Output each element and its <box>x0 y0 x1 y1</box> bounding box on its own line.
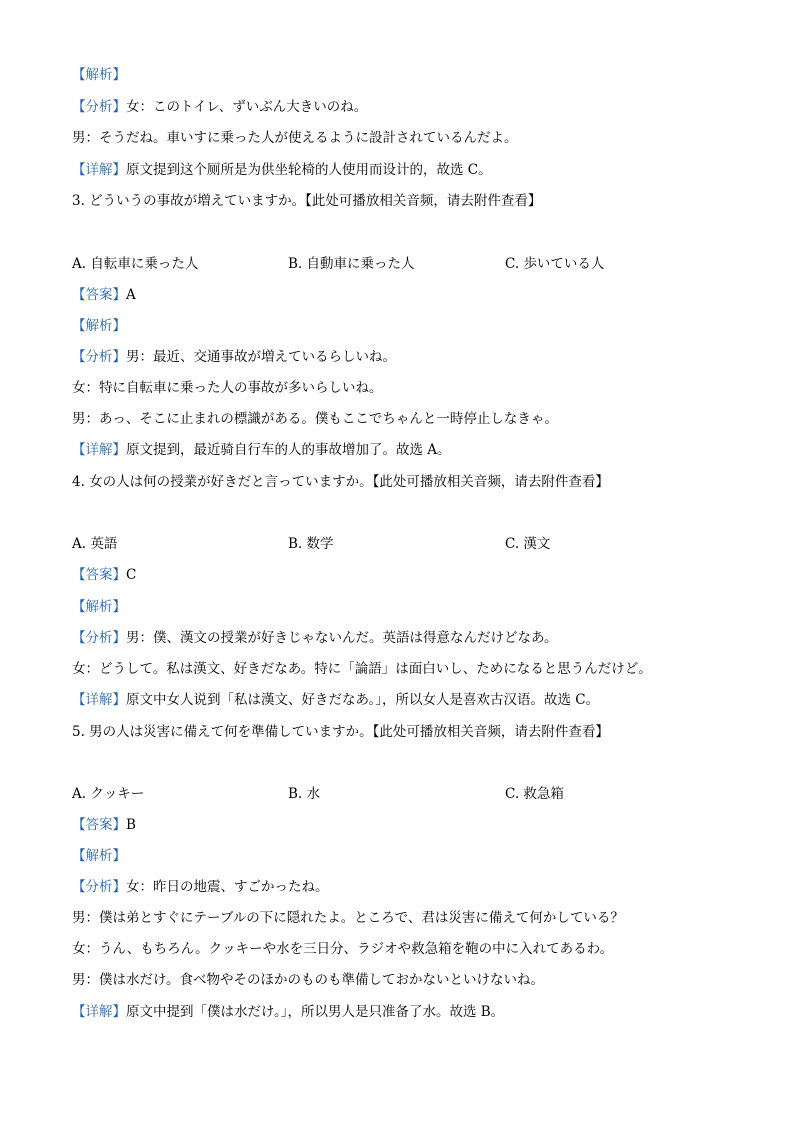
analysis-tag: 【分析】 <box>72 99 126 115</box>
jiexi-tag: 【解析】 <box>72 848 126 864</box>
q5-analysis-line: 男：僕は水だけ。食べ物やそのほかのものも準備しておかないといけないね。 <box>72 972 544 988</box>
q4-analysis-line <box>72 629 557 647</box>
q4-analysis-line: 女：どうして。私は漢文、好きだなあ。特に「論語」は面白いし、ためになると思うんだけど。 <box>72 661 652 677</box>
q3-question: 3. どういうの事故が増えていますか。【此处可播放相关音频，请去附件查看】 <box>72 193 542 209</box>
jiexi-tag: 【解析】 <box>72 318 126 334</box>
q4-option-a: A. 英語 <box>72 536 118 552</box>
q3-option-b: B. 自動車に乗った人 <box>288 256 415 272</box>
q2-analysis-line <box>72 98 367 116</box>
jiexi-tag: 【解析】 <box>72 67 126 83</box>
q5-analysis-line <box>72 878 329 896</box>
q2-detail-line <box>72 161 492 179</box>
answer-value: A <box>126 287 136 303</box>
q3-analysis-line: 男：あっ、そこに止まれの標識がある。僕もここでちゃんと一時停止しなきゃ。 <box>72 411 558 427</box>
q3-detail-line <box>72 441 451 459</box>
q2-analysis-line <box>72 129 518 147</box>
analysis-text: 男：最近、交通事故が増えているらしいね。 <box>126 349 396 365</box>
analysis-tag: 【分析】 <box>72 349 126 365</box>
q4-option-c: C. 漢文 <box>505 536 551 552</box>
detail-text: 原文提到，最近骑自行车的人的事故增加了。故选 A。 <box>126 442 451 458</box>
detail-tag: 【详解】 <box>72 442 126 458</box>
q5-answer-line <box>72 816 136 834</box>
q4-question: 4. 女の人は何の授業が好きだと言っていますか。【此处可播放相关音频，请去附件查看】 <box>72 474 609 490</box>
q5-option-b: B. 水 <box>288 786 321 802</box>
q3-jiexi-heading <box>72 317 126 335</box>
detail-text: 原文提到这个厕所是为供坐轮椅的人使用而设计的，故选 C。 <box>126 162 492 178</box>
analysis-text: 男：僕、漢文の授業が好きじゃないんだ。英語は得意なんだけどなあ。 <box>126 630 558 646</box>
q5-detail-line <box>72 1003 504 1021</box>
q3-analysis-line: 女：特に自転車に乗った人の事故が多いらしいね。 <box>72 380 383 396</box>
q4-jiexi-heading <box>72 598 126 616</box>
q2-jiexi-heading <box>72 66 126 84</box>
q5-analysis-line: 男：僕は弟とすぐにテーブルの下に隠れたよ。ところで、君は災害に備えて何かしている？ <box>72 910 624 926</box>
q4-answer-line <box>72 566 136 584</box>
q3-option-c: C. 歩いている人 <box>505 256 605 272</box>
q4-detail-line <box>72 691 599 709</box>
answer-value: B <box>126 817 136 833</box>
answer-value: C <box>126 567 137 583</box>
detail-tag: 【详解】 <box>72 1004 126 1020</box>
q3-option-a: A. 自転車に乗った人 <box>72 256 199 272</box>
q5-option-c: C. 救急箱 <box>505 786 564 802</box>
q5-question: 5. 男の人は災害に備えて何を準備していますか。【此处可播放相关音频，请去附件查看】 <box>72 724 609 740</box>
jiexi-tag: 【解析】 <box>72 599 126 615</box>
q5-jiexi-heading <box>72 847 126 865</box>
analysis-text: 女：このトイレ、ずいぶん大きいのね。 <box>126 99 368 115</box>
q3-analysis-line <box>72 348 396 366</box>
analysis-tag: 【分析】 <box>72 879 126 895</box>
detail-text: 原文中女人说到「私は漢文、好きだなあ。」，所以女人是喜欢古汉语。故选 C。 <box>126 692 600 708</box>
q3-answer-line <box>72 286 136 304</box>
answer-tag: 【答案】 <box>72 567 126 583</box>
analysis-text: 男：そうだね。車いすに乗った人が使えるように設計されているんだよ。 <box>72 130 518 146</box>
q4-option-b: B. 数学 <box>288 536 334 552</box>
detail-tag: 【详解】 <box>72 162 126 178</box>
q5-analysis-line: 女：うん、もちろん。クッキーや水を三日分、ラジオや救急箱を鞄の中に入れてあるわ。 <box>72 941 614 957</box>
q5-option-a: A. クッキー <box>72 786 145 802</box>
detail-tag: 【详解】 <box>72 692 126 708</box>
analysis-tag: 【分析】 <box>72 630 126 646</box>
answer-tag: 【答案】 <box>72 287 126 303</box>
answer-tag: 【答案】 <box>72 817 126 833</box>
detail-text: 原文中提到「僕は水だけ。」，所以男人是只准备了水。故选 B。 <box>126 1004 505 1020</box>
analysis-text: 女：昨日の地震、すごかったね。 <box>126 879 329 895</box>
